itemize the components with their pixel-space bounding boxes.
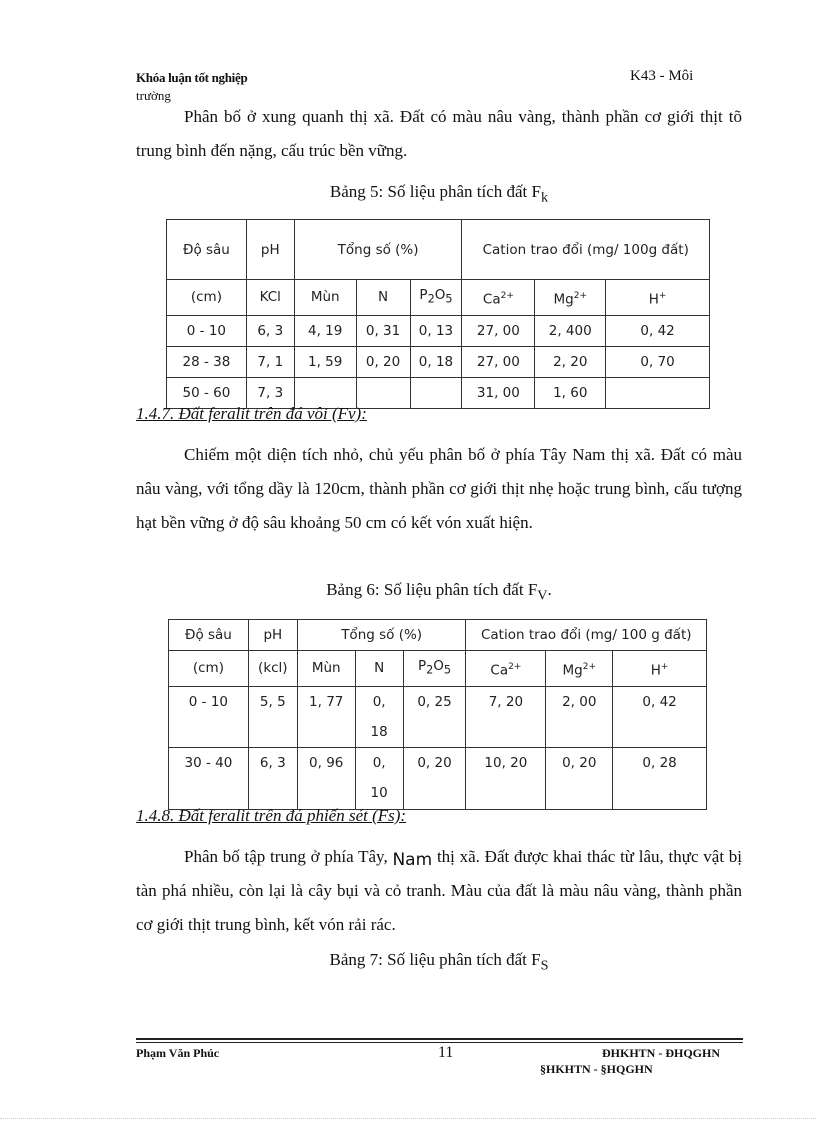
t6-cell: 0, 18: [355, 686, 403, 747]
t5-cell: 0, 70: [606, 346, 710, 377]
t6-cell: 7, 20: [466, 686, 546, 747]
t6-h-cation: Cation trao đổi (mg/ 100 g đất): [466, 620, 707, 651]
t5-cell: [606, 377, 710, 408]
t6-u-depth: (cm): [169, 651, 249, 687]
header-class: K43 - Môi: [630, 68, 694, 84]
table5-caption-text: Bảng 5: Số liệu phân tích đất F: [329, 182, 541, 201]
t5-h-ph: pH: [246, 220, 294, 280]
t6-h-ph: pH: [248, 620, 297, 651]
t5-cell: 1, 59: [294, 346, 356, 377]
t5-h-depth: Độ sâu: [167, 220, 247, 280]
t5-h-total: Tổng số (%): [294, 220, 462, 280]
footer-rule-thin: [136, 1042, 743, 1043]
t6-h-depth: Độ sâu: [169, 620, 249, 651]
table-row: [167, 346, 710, 377]
t6-cell: 0, 10: [355, 747, 403, 809]
t6-s-n: N: [355, 651, 403, 687]
table-row: [169, 747, 707, 809]
page-number: 11: [438, 1044, 454, 1061]
footer-rule: [136, 1038, 743, 1040]
t5-h-cation: Cation trao đổi (mg/ 100g đất): [462, 220, 710, 280]
t5-cell: 27, 00: [462, 346, 535, 377]
paragraph-fs: [136, 840, 742, 942]
t6-s-mg: $Mg^{2+}$: [546, 651, 613, 687]
t5-cell: 1, 60: [535, 377, 606, 408]
footer-author: Phạm Văn Phúc: [136, 1046, 220, 1060]
table6: [168, 619, 707, 810]
t5-s-ca: $Ca^{2+}$: [462, 280, 535, 316]
table-row: [169, 686, 707, 747]
t5-s-mun: Mùn: [294, 280, 356, 316]
t5-s-n: N: [356, 280, 410, 316]
t5-cell: 28 - 38: [167, 346, 247, 377]
t6-cell: 0, 96: [297, 747, 355, 809]
table5-caption: [136, 182, 742, 206]
table7-caption-text: Bảng 7: Số liệu phân tích đất F: [329, 950, 541, 969]
t5-cell: 0, 20: [356, 346, 410, 377]
t6-cell: 0, 20: [546, 747, 613, 809]
t6-cell: 6, 3: [248, 747, 297, 809]
t5-cell: 0, 31: [356, 315, 410, 346]
t5-cell: 7, 1: [246, 346, 294, 377]
section-heading-148: 1.4.8. Đất feralit trên đá phiến sét (Fs):: [136, 806, 407, 825]
t5-s-h: H+: [606, 280, 710, 316]
section-heading-147: 1.4.7. Đất feralit trên đá vôi (Fv):: [136, 404, 367, 423]
t6-cell: 0, 28: [613, 747, 707, 809]
t5-cell: 2, 400: [535, 315, 606, 346]
table5: [166, 219, 710, 409]
paragraph-fv-text: Chiếm một diện tích nhỏ, chủ yếu phân bố ở phía Tây Nam thị xã. Đất có màu nâu vàng, với tổng dầy là 120cm, thành phần cơ giới thịt nhẹ hoặc trung bình, cấu tượng hạt bền vững ở độ sâu khoảng 50 cm có kết vón xuất hiện.: [136, 445, 742, 532]
table6-caption-end: .: [547, 580, 552, 599]
t6-s-p2o5: $P_2O_5$: [403, 651, 466, 687]
footer-institution-alt: §HKHTN - §HQGHN: [540, 1062, 653, 1076]
t5-cell: 0, 13: [410, 315, 462, 346]
t6-cell: 0, 20: [403, 747, 466, 809]
t6-cell: 0, 42: [613, 686, 707, 747]
t6-cell: 0 - 10: [169, 686, 249, 747]
table7-caption-sub: S: [540, 957, 549, 974]
t6-cell: 10, 20: [466, 747, 546, 809]
table5-caption-sub: k: [541, 189, 549, 206]
footer-institution: ĐHKHTN - ĐHQGHN: [602, 1046, 721, 1060]
t6-cell: 30 - 40: [169, 747, 249, 809]
header-title: Khóa luận tốt nghiệp: [136, 70, 248, 85]
paragraph-fk-text: Phân bố ở xung quanh thị xã. Đất có màu nâu vàng, thành phần cơ giới thịt tõ trung bình đến nặng, cấu trúc bền vững.: [136, 107, 742, 160]
paragraph-fk: [136, 100, 742, 168]
t6-cell: 2, 00: [546, 686, 613, 747]
page-edge: [0, 1118, 816, 1119]
header-title-cont: trường: [136, 88, 171, 103]
t5-cell: 4, 19: [294, 315, 356, 346]
t6-u-ph: (kcl): [248, 651, 297, 687]
paragraph-fv: [136, 438, 742, 540]
t5-cell: 27, 00: [462, 315, 535, 346]
t5-cell: 6, 3: [246, 315, 294, 346]
t5-cell: 7, 3: [246, 377, 294, 408]
t5-cell: 31, 00: [462, 377, 535, 408]
t5-s-mg: $Mg^{2+}$: [535, 280, 606, 316]
t6-s-ca: $Ca^{2+}$: [466, 651, 546, 687]
table6-caption: [136, 580, 742, 604]
t5-cell: [410, 377, 462, 408]
t5-s-p2o5: $P_2O_5$: [410, 280, 462, 316]
t5-cell: 0 - 10: [167, 315, 247, 346]
t6-s-mun: Mùn: [297, 651, 355, 687]
paragraph-fs-nam: Nam: [392, 850, 433, 870]
t6-cell: 0, 25: [403, 686, 466, 747]
paragraph-fs-a: Phân bố tập trung ở phía Tây,: [184, 847, 388, 866]
table6-caption-text: Bảng 6: Số liệu phân tích đất F: [326, 580, 538, 599]
t5-u-depth: (cm): [167, 280, 247, 316]
table6-caption-sub: V: [537, 587, 548, 604]
t5-cell: 0, 42: [606, 315, 710, 346]
t6-cell: 5, 5: [248, 686, 297, 747]
t6-cell: 1, 77: [297, 686, 355, 747]
table7-caption: [136, 950, 742, 974]
t5-u-ph: KCl: [246, 280, 294, 316]
table-row: [167, 315, 710, 346]
t5-cell: 2, 20: [535, 346, 606, 377]
t6-s-h: H+: [613, 651, 707, 687]
paragraph-fs-b: thị xã. Đất được khai thác từ lâu, thực vật bị tàn phá nhiều, còn lại là cây bụi và cỏ tranh. Màu của đất là màu nâu vàng, thành phần cơ giới thịt trung bình, kết vón rải rác.: [136, 847, 743, 934]
t6-h-total: Tổng số (%): [297, 620, 466, 651]
t5-cell: 0, 18: [410, 346, 462, 377]
t5-cell: 50 - 60: [167, 377, 247, 408]
